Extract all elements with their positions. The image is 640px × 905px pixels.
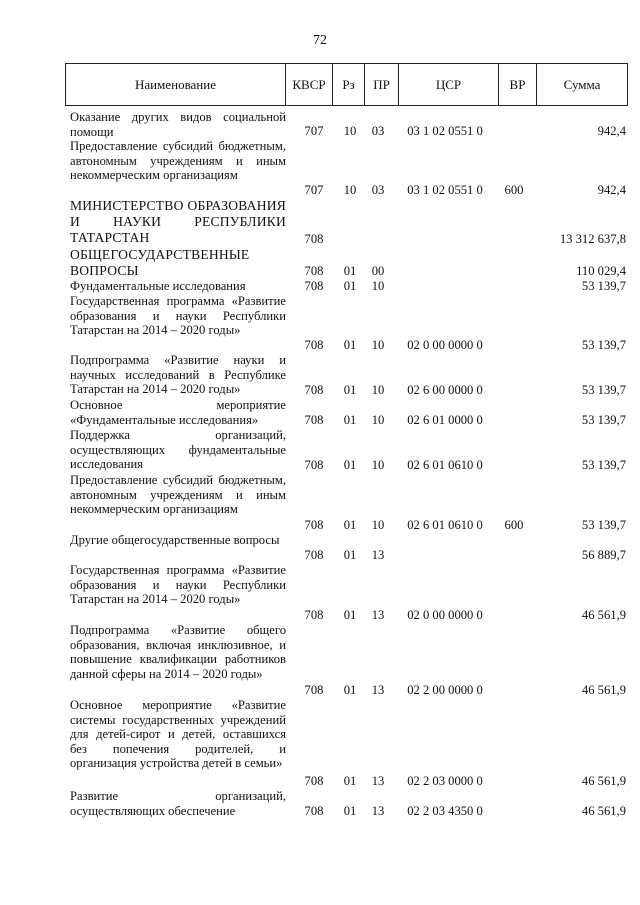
row-pr: 13 xyxy=(371,774,385,789)
row-rz: 01 xyxy=(343,413,357,428)
table-header xyxy=(65,63,628,106)
row-vr: 600 xyxy=(504,183,524,198)
table-row xyxy=(0,473,640,533)
row-kvsr: 708 xyxy=(304,548,324,563)
row-kvsr: 708 xyxy=(304,232,324,247)
table-row xyxy=(0,789,640,819)
row-name: Развитие организаций, осуществляющих обеспечение xyxy=(70,789,286,818)
row-csr: 02 2 00 0000 0 xyxy=(407,683,483,698)
row-csr: 03 1 02 0551 0 xyxy=(407,124,483,139)
row-csr: 02 6 01 0610 0 xyxy=(407,458,483,473)
row-kvsr: 707 xyxy=(304,183,324,198)
row-rz: 10 xyxy=(343,183,357,198)
table-row xyxy=(0,428,640,473)
row-name: Другие общегосударственные вопросы xyxy=(70,533,280,547)
row-rz: 01 xyxy=(343,264,357,279)
table-row xyxy=(0,198,640,247)
row-rz: 01 xyxy=(343,548,357,563)
header-sum: Сумма xyxy=(563,77,601,92)
table-row xyxy=(0,563,640,623)
row-csr: 02 0 00 0000 0 xyxy=(407,608,483,623)
row-sum: 53 139,7 xyxy=(581,413,626,428)
row-pr: 13 xyxy=(371,608,385,623)
header-rz: Рз xyxy=(333,64,365,105)
row-sum: 53 139,7 xyxy=(581,458,626,473)
header-name: Наименование xyxy=(66,64,286,105)
row-sum: 56 889,7 xyxy=(581,548,626,563)
row-pr: 13 xyxy=(371,683,385,698)
row-rz: 01 xyxy=(343,608,357,623)
row-kvsr: 708 xyxy=(304,338,324,353)
row-sum: 53 139,7 xyxy=(581,338,626,353)
row-name: МИНИСТЕРСТВО ОБРАЗОВАНИЯ И НАУКИ РЕСПУБЛИКИ ТАТАРСТАН xyxy=(70,198,286,245)
row-pr: 03 xyxy=(371,124,385,139)
row-kvsr: 708 xyxy=(304,804,324,819)
row-name: Предоставление субсидий бюджетным, автономным учреждениям и иным некоммерческим организациям xyxy=(70,139,286,183)
row-name: Поддержка организаций, осуществляющих фундаментальные исследования xyxy=(70,428,286,472)
row-name: Государственная программа «Развитие образования и науки Республики Татарстан на 2014 – 2020 годы» xyxy=(70,294,286,338)
row-name: Государственная программа «Развитие образования и науки Республики Татарстан на 2014 – 2020 годы» xyxy=(70,563,286,607)
row-name: Фундаментальные исследования xyxy=(70,279,246,293)
page-number: 72 xyxy=(313,33,327,48)
row-pr: 13 xyxy=(371,804,385,819)
table-body xyxy=(0,110,640,819)
row-sum: 46 561,9 xyxy=(581,804,626,819)
row-pr: 10 xyxy=(371,338,385,353)
row-sum: 13 312 637,8 xyxy=(559,232,626,247)
row-rz: 01 xyxy=(343,279,357,294)
table-row xyxy=(0,294,640,353)
row-sum: 942,4 xyxy=(597,183,626,198)
table-row xyxy=(0,698,640,789)
row-rz: 01 xyxy=(343,458,357,473)
row-rz: 01 xyxy=(343,338,357,353)
row-csr: 02 6 01 0610 0 xyxy=(407,518,483,533)
row-kvsr: 708 xyxy=(304,608,324,623)
row-pr: 00 xyxy=(371,264,385,279)
table-row xyxy=(0,353,640,398)
row-rz: 01 xyxy=(343,683,357,698)
row-name: Основное мероприятие «Развитие системы государственных учреждений для детей-сирот и детей, оставшихся без попечения родителей, и организация устройства детей в семьи» xyxy=(70,698,286,771)
header-csr: ЦСР xyxy=(399,64,499,105)
header-vr: ВР xyxy=(499,64,537,105)
row-csr: 02 2 03 0000 0 xyxy=(407,774,483,789)
row-rz: 01 xyxy=(343,804,357,819)
row-name: Подпрограмма «Развитие общего образования, включая инклюзивное, и повышение квалификации работников данной сферы на 2014 – 2020 годы» xyxy=(70,623,286,681)
row-sum: 53 139,7 xyxy=(581,279,626,294)
row-kvsr: 708 xyxy=(304,518,324,533)
row-csr: 02 0 00 0000 0 xyxy=(407,338,483,353)
table-row xyxy=(0,139,640,198)
row-sum: 46 561,9 xyxy=(581,683,626,698)
row-rz: 10 xyxy=(343,124,357,139)
row-pr: 10 xyxy=(371,279,385,294)
row-kvsr: 708 xyxy=(304,413,324,428)
table-row xyxy=(0,110,640,139)
row-sum: 46 561,9 xyxy=(581,774,626,789)
row-kvsr: 708 xyxy=(304,383,324,398)
row-rz: 01 xyxy=(343,774,357,789)
table-row xyxy=(0,623,640,698)
row-name: Основное мероприятие «Фундаментальные исследования» xyxy=(70,398,286,427)
header-pr: ПР xyxy=(365,64,399,105)
row-pr: 10 xyxy=(371,413,385,428)
row-kvsr: 708 xyxy=(304,774,324,789)
row-rz: 01 xyxy=(343,383,357,398)
row-name: Подпрограмма «Развитие науки и научных исследований в Республике Татарстан на 2014 – 2020 годы» xyxy=(70,353,286,397)
row-rz: 01 xyxy=(343,518,357,533)
row-kvsr: 708 xyxy=(304,458,324,473)
table-row xyxy=(0,533,640,563)
row-kvsr: 708 xyxy=(304,683,324,698)
row-sum: 942,4 xyxy=(597,124,626,139)
row-name: Предоставление субсидий бюджетным, автономным учреждениям и иным некоммерческим организациям xyxy=(70,473,286,517)
row-sum: 110 029,4 xyxy=(576,264,626,279)
row-pr: 03 xyxy=(371,183,385,198)
table-row xyxy=(0,247,640,279)
table-row xyxy=(0,398,640,428)
table-row xyxy=(0,279,640,294)
row-sum: 53 139,7 xyxy=(581,518,626,533)
row-kvsr: 707 xyxy=(304,124,324,139)
row-kvsr: 708 xyxy=(304,264,324,279)
row-name: Оказание других видов социальной помощи xyxy=(70,110,286,139)
row-csr: 03 1 02 0551 0 xyxy=(407,183,483,198)
row-sum: 46 561,9 xyxy=(581,608,626,623)
row-sum: 53 139,7 xyxy=(581,383,626,398)
row-kvsr: 708 xyxy=(304,279,324,294)
row-pr: 10 xyxy=(371,518,385,533)
header-kvsr: КВСР xyxy=(286,64,333,105)
row-vr: 600 xyxy=(504,518,524,533)
row-csr: 02 6 00 0000 0 xyxy=(407,383,483,398)
row-csr: 02 2 03 4350 0 xyxy=(407,804,483,819)
row-name: ОБЩЕГОСУДАРСТВЕННЫЕ ВОПРОСЫ xyxy=(70,247,250,278)
row-pr: 10 xyxy=(371,458,385,473)
row-pr: 13 xyxy=(371,548,385,563)
row-csr: 02 6 01 0000 0 xyxy=(407,413,483,428)
row-pr: 10 xyxy=(371,383,385,398)
